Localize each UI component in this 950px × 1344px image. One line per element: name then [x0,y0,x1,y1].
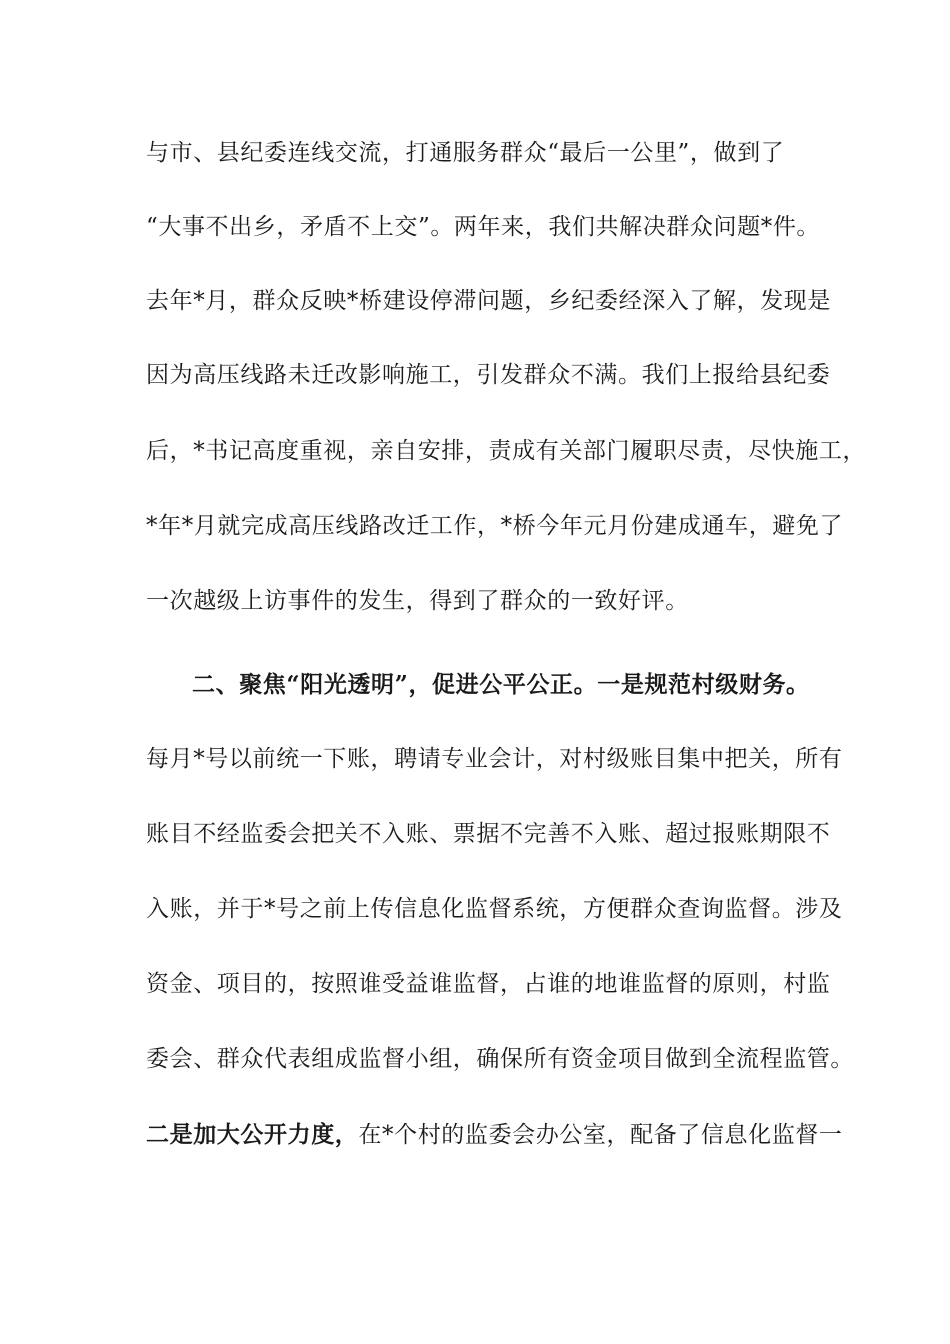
paragraph-line: 资金、项目的，按照谁受益谁监督，占谁的地谁监督的原则，村监 [146,971,831,997]
paragraph-line: 因为高压线路未迁改影响施工，引发群众不满。我们上报给县纪委 [146,362,831,388]
paragraph-line: 每月*号以前统一下账，聘请专业会计，对村级账目集中把关，所有 [146,746,843,772]
paragraph-line: *年*月就完成高压线路改迁工作，*桥今年元月份建成通车，避免了 [146,513,844,539]
paragraph-line: 一次越级上访事件的发生，得到了群众的一致好评。 [146,588,689,614]
paragraph-line [146,1120,843,1150]
paragraph-line: 账目不经监委会把关不入账、票据不完善不入账、超过报账期限不 [146,821,831,847]
section-heading: 二、聚焦“阳光透明”，促进公平公正。一是规范村级财务。 [192,671,810,698]
bold-lead-phrase: 二是加大公开力度， [146,1121,359,1148]
paragraph-line: “大事不出乡，矛盾不上交”。两年来，我们共解决群众问题*件。 [146,214,821,240]
paragraph-line: 与市、县纪委连线交流，打通服务群众“最后一公里”，做到了 [146,140,785,166]
paragraph-line: 去年*月，群众反映*桥建设停滞问题，乡纪委经深入了解，发现是 [146,288,831,314]
paragraph-line: 委会、群众代表组成监督小组，确保所有资金项目做到全流程监管。 [146,1046,854,1072]
paragraph-line: 入账，并于*号之前上传信息化监督系统，方便群众查询监督。涉及 [146,896,843,922]
paragraph-line: 后，*书记高度重视，亲自安排，责成有关部门履职尽责，尽快施工， [146,438,867,464]
line-text: 在*个村的监委会办公室，配备了信息化监督一 [358,1122,843,1148]
